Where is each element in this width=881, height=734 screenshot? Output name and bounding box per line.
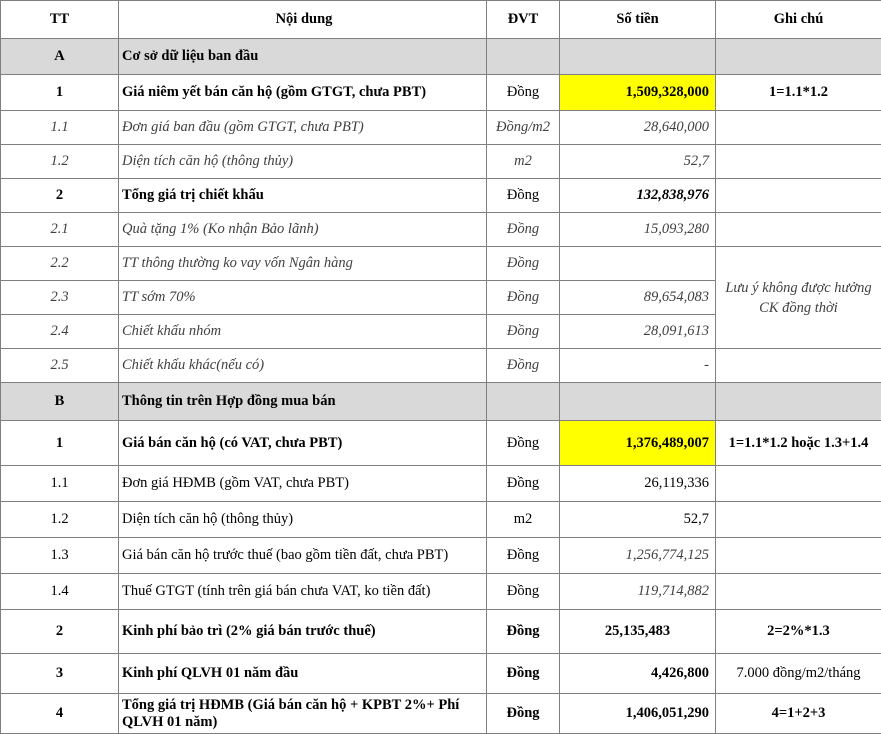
row-note: 4=1+2+3 bbox=[716, 694, 881, 734]
table-row bbox=[1, 111, 881, 145]
row-amount: 119,714,882 bbox=[560, 574, 716, 610]
table-row bbox=[1, 574, 881, 610]
row-content: Đơn giá HĐMB (gồm VAT, chưa PBT) bbox=[119, 466, 487, 502]
row-amount: 52,7 bbox=[560, 502, 716, 538]
row-tt: 2 bbox=[1, 179, 119, 213]
row-amount: 132,838,976 bbox=[560, 179, 716, 213]
row-content: Thuế GTGT (tính trên giá bán chưa VAT, ko tiền đất) bbox=[119, 574, 487, 610]
row-amount: 1,406,051,290 bbox=[560, 694, 716, 734]
row-content: Quà tặng 1% (Ko nhận Bảo lãnh) bbox=[119, 213, 487, 247]
row-amount: 4,426,800 bbox=[560, 654, 716, 694]
row-content: Giá bán căn hộ (có VAT, chưa PBT) bbox=[119, 421, 487, 466]
row-unit: Đồng bbox=[487, 610, 560, 654]
row-tt: 1 bbox=[1, 75, 119, 111]
row-amount: 89,654,083 bbox=[560, 281, 716, 315]
section-a-row bbox=[1, 39, 881, 75]
table-row bbox=[1, 654, 881, 694]
row-content: Diện tích căn hộ (thông thủy) bbox=[119, 145, 487, 179]
table-row bbox=[1, 179, 881, 213]
row-tt: 1.2 bbox=[1, 502, 119, 538]
table-row bbox=[1, 538, 881, 574]
row-unit: Đồng bbox=[487, 421, 560, 466]
row-amount: 1,509,328,000 bbox=[560, 75, 716, 111]
row-amount: - bbox=[560, 349, 716, 383]
row-content: Tổng giá trị HĐMB (Giá bán căn hộ + KPBT 2%+ Phí QLVH 01 năm) bbox=[119, 694, 487, 734]
row-unit: Đồng bbox=[487, 654, 560, 694]
row-amount: 1,376,489,007 bbox=[560, 421, 716, 466]
row-unit: Đồng/m2 bbox=[487, 111, 560, 145]
table-row bbox=[1, 75, 881, 111]
row-unit: Đồng bbox=[487, 349, 560, 383]
row-unit: Đồng bbox=[487, 574, 560, 610]
row-content: TT thông thường ko vay vốn Ngân hàng bbox=[119, 247, 487, 281]
row-unit: m2 bbox=[487, 502, 560, 538]
header-row bbox=[1, 1, 881, 39]
table-row bbox=[1, 610, 881, 654]
row-note: 1=1.1*1.2 bbox=[716, 75, 881, 111]
row-content: Giá bán căn hộ trước thuế (bao gồm tiền đất, chưa PBT) bbox=[119, 538, 487, 574]
row-amount: 1,256,774,125 bbox=[560, 538, 716, 574]
header-note: Ghi chú bbox=[716, 1, 881, 39]
row-note: 2=2%*1.3 bbox=[716, 610, 881, 654]
section-a-label: A bbox=[1, 39, 119, 75]
table-row bbox=[1, 502, 881, 538]
row-tt: 3 bbox=[1, 654, 119, 694]
header-content: Nội dung bbox=[119, 1, 487, 39]
row-note: 7.000 đồng/m2/tháng bbox=[716, 654, 881, 694]
row-tt: 1.3 bbox=[1, 538, 119, 574]
row-unit: Đồng bbox=[487, 213, 560, 247]
table-row bbox=[1, 466, 881, 502]
row-unit: Đồng bbox=[487, 179, 560, 213]
row-unit: Đồng bbox=[487, 315, 560, 349]
row-amount: 52,7 bbox=[560, 145, 716, 179]
row-amount: 28,091,613 bbox=[560, 315, 716, 349]
header-unit: ĐVT bbox=[487, 1, 560, 39]
table-row bbox=[1, 145, 881, 179]
row-amount: 28,640,000 bbox=[560, 111, 716, 145]
row-unit: Đồng bbox=[487, 247, 560, 281]
row-amount bbox=[560, 247, 716, 281]
table-row bbox=[1, 349, 881, 383]
row-tt: 2.3 bbox=[1, 281, 119, 315]
discount-note: Lưu ý không được hưởng CK đồng thời bbox=[716, 247, 881, 349]
row-unit: Đồng bbox=[487, 281, 560, 315]
row-unit: m2 bbox=[487, 145, 560, 179]
row-content: Kinh phí bảo trì (2% giá bán trước thuế) bbox=[119, 610, 487, 654]
row-amount: 15,093,280 bbox=[560, 213, 716, 247]
table-row bbox=[1, 213, 881, 247]
row-tt: 1.2 bbox=[1, 145, 119, 179]
row-tt: 2.1 bbox=[1, 213, 119, 247]
row-tt: 1.4 bbox=[1, 574, 119, 610]
row-unit: Đồng bbox=[487, 538, 560, 574]
header-amount: Số tiền bbox=[560, 1, 716, 39]
row-tt: 2.4 bbox=[1, 315, 119, 349]
row-content: Giá niêm yết bán căn hộ (gồm GTGT, chưa PBT) bbox=[119, 75, 487, 111]
row-tt: 2.5 bbox=[1, 349, 119, 383]
section-b-label: B bbox=[1, 383, 119, 421]
row-tt: 1.1 bbox=[1, 111, 119, 145]
row-tt: 4 bbox=[1, 694, 119, 734]
row-tt: 2 bbox=[1, 610, 119, 654]
section-a-title: Cơ sở dữ liệu ban đầu bbox=[119, 39, 487, 75]
row-note: 1=1.1*1.2 hoặc 1.3+1.4 bbox=[716, 421, 881, 466]
row-unit: Đồng bbox=[487, 466, 560, 502]
row-unit: Đồng bbox=[487, 694, 560, 734]
row-content: Tổng giá trị chiết khấu bbox=[119, 179, 487, 213]
row-tt: 1.1 bbox=[1, 466, 119, 502]
section-b-title: Thông tin trên Hợp đồng mua bán bbox=[119, 383, 487, 421]
row-amount: 26,119,336 bbox=[560, 466, 716, 502]
row-unit: Đồng bbox=[487, 75, 560, 111]
section-b-row bbox=[1, 383, 881, 421]
row-tt: 2.2 bbox=[1, 247, 119, 281]
row-content: Chiết khấu khác(nếu có) bbox=[119, 349, 487, 383]
row-content: Chiết khấu nhóm bbox=[119, 315, 487, 349]
row-tt: 1 bbox=[1, 421, 119, 466]
row-amount: 25,135,483 bbox=[560, 610, 716, 654]
row-content: TT sớm 70% bbox=[119, 281, 487, 315]
row-content: Diện tích căn hộ (thông thủy) bbox=[119, 502, 487, 538]
table-row bbox=[1, 421, 881, 466]
row-content: Kinh phí QLVH 01 năm đầu bbox=[119, 654, 487, 694]
table-row bbox=[1, 247, 881, 281]
table-row bbox=[1, 694, 881, 734]
header-tt: TT bbox=[1, 1, 119, 39]
row-content: Đơn giá ban đầu (gồm GTGT, chưa PBT) bbox=[119, 111, 487, 145]
